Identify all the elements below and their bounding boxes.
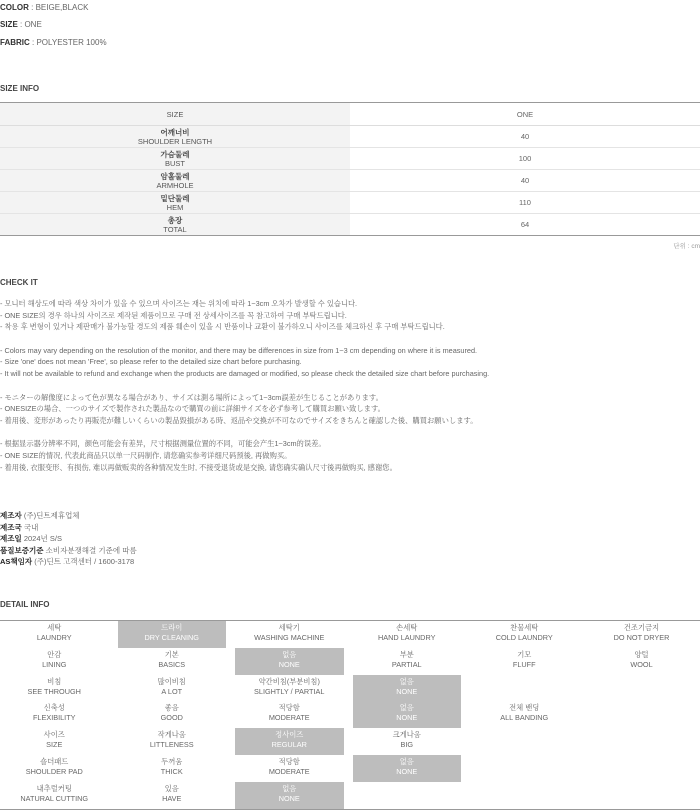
detail-cell-ko: 드라이 (161, 623, 183, 632)
detail-row (0, 755, 700, 782)
detail-cell (235, 755, 344, 782)
check-line: - ONE SIZE的情况, 代表此商品只以单一尺码制作, 请您确实参考详细尺码预後, 再做购买。 (0, 450, 292, 460)
detail-cell-selected (235, 782, 344, 809)
detail-cell-ko: 없음 (399, 676, 414, 686)
detail-cell (470, 755, 579, 782)
detail-cell (588, 621, 696, 648)
row-label-ko: 암홀둘레 (160, 171, 190, 181)
detail-cell-ko: 신축성 (43, 703, 65, 713)
detail-cell (235, 675, 344, 702)
detail-cell-ko: 찬물세탁 (510, 623, 539, 632)
size-header-label: SIZE (0, 103, 350, 126)
detail-cell-en: GOOD (160, 713, 183, 723)
detail-cell-ko: 숄더패드 (40, 756, 69, 766)
detail-cell (588, 675, 696, 702)
detail-cell-ko: 두꺼움 (161, 756, 183, 766)
manufacturer-label: 품질보증기준 (0, 545, 44, 555)
size-header-value: ONE (350, 103, 700, 126)
check-line: - 모니터 해상도에 따라 색상 차이가 있을 수 있으며 사이즈는 재는 위치에 따라 1~3cm 오차가 발생할 수 있습니다. (0, 299, 358, 308)
detail-cell-ko: 없음 (399, 756, 414, 766)
detail-cell (0, 755, 109, 782)
color-value: : BEIGE,BLACK (31, 3, 89, 12)
manufacturer-line (0, 510, 137, 522)
detail-cell (588, 728, 696, 755)
detail-cell-ko: 없음 (399, 703, 414, 713)
detail-cell-ko: 적당함 (278, 703, 300, 713)
size-info-title: SIZE INFO (0, 84, 40, 93)
detail-cell-selected (353, 755, 462, 782)
detail-cell (0, 621, 109, 648)
detail-cell (353, 782, 462, 809)
detail-cell-ko: 내추럴커팅 (36, 783, 72, 793)
detail-cell-ko: 세탁 (47, 623, 62, 632)
row-label (0, 126, 350, 148)
detail-cell (118, 648, 227, 675)
detail-cell-en: WASHING MACHINE (254, 633, 325, 642)
color-label: COLOR (0, 3, 29, 12)
detail-cell (235, 621, 344, 648)
detail-cell-en: NONE (396, 686, 418, 696)
row-label (0, 214, 350, 236)
row-label-en: HEM (166, 202, 184, 212)
detail-cell-en: DRY CLEANING (144, 633, 199, 642)
detail-cell-selected (118, 621, 227, 648)
table-row (0, 170, 700, 192)
detail-cell-ko: 없음 (282, 649, 297, 659)
detail-cell (470, 782, 579, 809)
manufacturer-info (0, 510, 137, 568)
row-label-en: TOTAL (163, 224, 187, 234)
row-value: 64 (350, 214, 700, 236)
manufacturer-value: 소비자분쟁해결 기준에 따름 (45, 545, 137, 555)
detail-cell-ko: 안감 (47, 649, 62, 659)
detail-row (0, 675, 700, 702)
check-line: - It will not be available to refund and exchange when the products are damaged or modified, so please check the detailed size chart before purchasing. (0, 368, 490, 378)
detail-cell-en: SIZE (46, 740, 63, 750)
detail-cell (118, 701, 227, 728)
row-label-en: SHOULDER LENGTH (137, 136, 213, 146)
detail-cell-selected (353, 701, 462, 728)
detail-cell-ko: 전체 밴딩 (509, 703, 540, 713)
detail-cell (0, 701, 109, 728)
detail-cell (353, 648, 462, 675)
check-line: - Colors may vary depending on the resolution of the monitor, and there may be differences in size from 1~3 cm depending on where it is measured. (0, 345, 478, 355)
detail-cell-selected (353, 675, 462, 702)
detail-cell-ko: 좋음 (164, 703, 179, 713)
detail-cell-en: BIG (400, 740, 414, 750)
manufacturer-value: 국내 (23, 522, 39, 532)
manufacturer-value: 2024년 S/S (23, 534, 62, 543)
detail-cell-ko: 손세탁 (396, 623, 418, 632)
manufacturer-label: 제조자 (0, 511, 22, 520)
row-value: 40 (350, 170, 700, 192)
detail-cell-en: WOOL (630, 659, 653, 669)
check-spacer (0, 334, 700, 346)
detail-cell-en: DO NOT DRYER (613, 633, 670, 642)
check-spacer (0, 381, 700, 393)
detail-cell-ko: 작게나옴 (157, 730, 186, 740)
detail-row (0, 621, 700, 648)
row-label-ko: 가슴둘레 (160, 149, 190, 159)
detail-cell-ko: 기모 (517, 649, 532, 659)
detail-cell (353, 728, 462, 755)
row-value: 100 (350, 148, 700, 170)
table-row (0, 214, 700, 236)
detail-cell-en: PARTIAL (391, 659, 422, 669)
detail-cell-en: SLIGHTLY / PARTIAL (254, 686, 325, 696)
detail-row (0, 728, 700, 755)
detail-cell-en: SEE THROUGH (27, 686, 81, 696)
manufacturer-line (0, 556, 137, 568)
detail-cell-ko: 없음 (282, 783, 297, 793)
detail-cell-en: MODERATE (268, 713, 310, 723)
detail-row (0, 648, 700, 675)
detail-cell (588, 648, 696, 675)
check-it-list (0, 299, 700, 474)
check-line: - モニターの解像度によって色が異なる場合があり、サイズは測る場所によって1~3cm誤差が生じることがあります。 (0, 392, 383, 402)
detail-cell-en: SHOULDER PAD (25, 766, 83, 776)
detail-cell-ko: 건조기금지 (623, 623, 660, 632)
detail-cell (470, 701, 579, 728)
fabric-line (0, 38, 107, 47)
detail-cell (0, 648, 109, 675)
detail-cell-selected (235, 648, 344, 675)
row-label-ko: 총장 (167, 215, 183, 225)
detail-cell-selected (235, 728, 344, 755)
detail-cell (118, 782, 227, 809)
detail-cell-ko: 많이비침 (157, 676, 186, 686)
manufacturer-label: 제조국 (0, 522, 22, 532)
detail-cell-ko: 사이즈 (43, 730, 65, 740)
manufacturer-line (0, 533, 137, 545)
detail-cell (588, 782, 696, 809)
detail-cell-en: NATURAL CUTTING (20, 793, 89, 803)
detail-cell-ko: 있음 (164, 783, 179, 793)
check-it-title: CHECK IT (0, 278, 38, 287)
check-line: - 착용 후 변형이 있거나 제판매가 불가능할 경도의 제품 훼손이 있을 시 반품이나 교환이 불가하오니 사이즈를 체크하신 후 구매 부탁드립니다. (0, 322, 445, 332)
check-line: - 着用後、変形があったり再販売が難しいくらいの製品毀損がある時、返品や交換が不可なのでサイズをきちんと確認した後、購買お願いします。 (0, 415, 478, 425)
detail-cell (470, 675, 579, 702)
manufacturer-label: AS책임자 (0, 557, 33, 566)
detail-cell-ko: 크게나옴 (392, 730, 421, 740)
detail-cell-ko: 양털 (634, 649, 649, 659)
check-line: - ONESIZEの場合、一つのサイズで製作された製品なので購買の前に詳細サイズを必ず参考して購買お願い致します。 (0, 404, 385, 414)
detail-cell (588, 755, 696, 782)
detail-cell-en: HAND LAUNDRY (378, 633, 436, 642)
manufacturer-label: 제조일 (0, 534, 22, 543)
detail-cell-en: BASICS (158, 659, 186, 669)
check-line: - 着用後, 衣服变形、有损伤, 难以再做贩卖的各种情况发生时, 不接受退货或是交换, 请您确实确认尺寸後再做购买, 感谢您。 (0, 462, 397, 472)
row-label-en: ARMHOLE (156, 180, 194, 190)
fabric-label: FABRIC (0, 38, 30, 47)
detail-cell (470, 621, 579, 648)
row-label-en: BUST (164, 158, 185, 168)
detail-cell (118, 728, 227, 755)
row-label-ko: 밑단둘레 (160, 193, 190, 203)
detail-cell (118, 755, 227, 782)
size-value: : ONE (20, 20, 42, 29)
detail-cell-en: THICK (160, 766, 183, 776)
detail-cell-en: LITTLENESS (149, 740, 194, 750)
manufacturer-line (0, 545, 137, 557)
detail-cell-ko: 비침 (47, 676, 62, 686)
detail-cell (0, 675, 109, 702)
row-label (0, 192, 350, 214)
detail-cell (0, 728, 109, 755)
detail-cell-ko: 약간비침(부분비침) (258, 676, 320, 686)
detail-cell-en: MODERATE (268, 766, 310, 776)
row-value: 110 (350, 192, 700, 214)
check-spacer (0, 427, 700, 439)
detail-cell-ko: 적당함 (278, 756, 300, 766)
unit-note: 단위 : cm (673, 243, 700, 250)
detail-cell-en: FLUFF (512, 659, 536, 669)
detail-row (0, 701, 700, 728)
row-label (0, 148, 350, 170)
check-line: - 根据显示器分辨率不同，颜色可能会有差异，尺寸根据测量位置的不同，可能会产生1~3cm的误差。 (0, 439, 326, 449)
detail-info-title: DETAIL INFO (0, 600, 50, 609)
detail-cell-ko: 부분 (399, 649, 414, 659)
detail-cell-ko: 기본 (164, 649, 179, 659)
check-line: - Size 'one' does not mean 'Free', so please refer to the detailed size chart before purchasing. (0, 357, 302, 367)
detail-cell-en: ALL BANDING (500, 713, 549, 723)
table-row (0, 192, 700, 214)
detail-cell (235, 701, 344, 728)
detail-cell (470, 648, 579, 675)
detail-cell (588, 701, 696, 728)
detail-cell-ko: 세탁기 (278, 623, 300, 632)
table-row (0, 126, 700, 148)
detail-cell-en: COLD LAUNDRY (495, 633, 553, 642)
detail-cell (470, 728, 579, 755)
detail-cell-en: LAUNDRY (36, 633, 72, 642)
detail-cell-en: A LOT (161, 686, 183, 696)
detail-cell-en: REGULAR (271, 740, 307, 750)
detail-cell-ko: 정사이즈 (275, 730, 304, 740)
detail-cell-en: LINING (42, 659, 67, 669)
fabric-value: : POLYESTER 100% (32, 38, 107, 47)
check-line: - ONE SIZE의 경우 하나의 사이즈로 제작된 제품이므로 구매 전 상세사이즈를 꼭 참고하여 구매 부탁드립니다. (0, 310, 347, 320)
manufacturer-line (0, 522, 137, 534)
detail-cell-en: NONE (396, 766, 418, 776)
row-value: 40 (350, 126, 700, 148)
detail-cell (0, 782, 109, 809)
detail-row (0, 782, 700, 809)
detail-cell (353, 621, 462, 648)
manufacturer-value: (주)딘트 고객센터 / 1600-3178 (34, 557, 135, 566)
row-label-ko: 어깨너비 (160, 127, 190, 137)
detail-cell-en: NONE (278, 793, 300, 803)
manufacturer-value: (주)딘트제휴업체 (23, 511, 80, 520)
size-line (0, 20, 42, 29)
detail-cell (118, 675, 227, 702)
detail-cell-en: NONE (396, 713, 418, 723)
row-label (0, 170, 350, 192)
table-row (0, 148, 700, 170)
color-line (0, 3, 88, 12)
detail-cell-en: NONE (278, 659, 300, 669)
size-table (0, 102, 700, 236)
size-table-header (0, 103, 700, 126)
detail-info-grid (0, 620, 700, 810)
size-label: SIZE (0, 20, 18, 29)
detail-cell-en: HAVE (162, 793, 182, 803)
detail-cell-en: FLEXIBILITY (32, 713, 76, 723)
